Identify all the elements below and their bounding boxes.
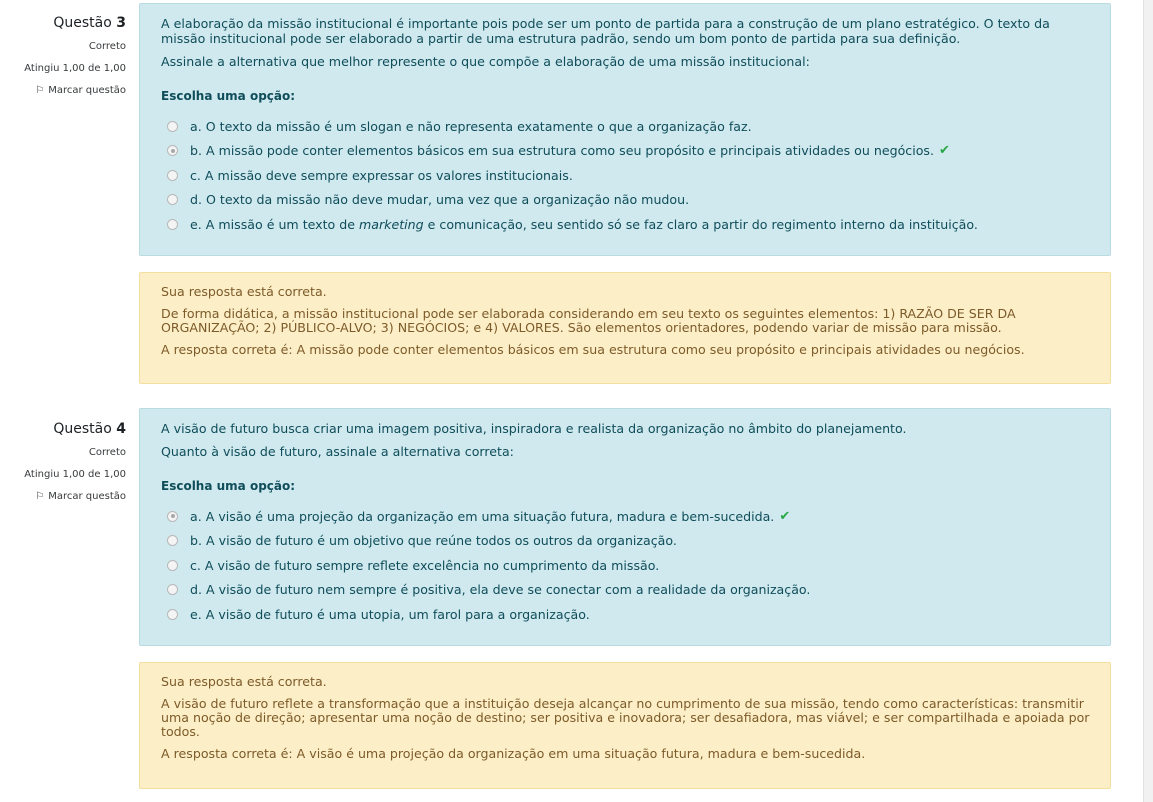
feedback-status: Sua resposta está correta.	[161, 674, 327, 689]
answer-prompt: Escolha uma opção:	[161, 89, 296, 103]
question-state: Correto	[88, 447, 126, 458]
answer-option-d[interactable]: d. O texto da missão não deve mudar, uma vez que a organização não mudou.	[161, 188, 1090, 213]
radio-button[interactable]	[167, 219, 178, 230]
answer-option-c[interactable]: c. A missão deve sempre expressar os valores institucionais.	[161, 163, 1090, 188]
flag-question-link[interactable]: ⚐ Marcar questão	[35, 85, 126, 96]
feedback-box	[139, 272, 1111, 384]
answer-option-a[interactable]: a. A visão é uma projeção da organização em uma situação futura, madura e bem-sucedida. ✔	[161, 504, 1090, 529]
radio-button-selected[interactable]	[167, 145, 178, 156]
answer-option-b[interactable]: b. A missão pode conter elementos básicos em sua estrutura como seu propósito e principais atividades ou negócios. ✔	[161, 139, 1090, 164]
question-text: A visão de futuro busca criar uma imagem positiva, inspiradora e realista da organização no âmbito do planejamento.	[161, 421, 907, 436]
radio-button[interactable]	[167, 121, 178, 132]
question-formulation	[139, 408, 1111, 646]
radio-button[interactable]	[167, 170, 178, 181]
question-info	[0, 0, 126, 98]
question-formulation	[139, 3, 1111, 256]
radio-button[interactable]	[167, 194, 178, 205]
vertical-scrollbar[interactable]	[1143, 0, 1153, 802]
answer-option-d[interactable]: d. A visão de futuro nem sempre é positiva, ela deve se conectar com a realidade da organização.	[161, 578, 1090, 603]
answer-option-b[interactable]: b. A visão de futuro é um objetivo que reúne todos os outros da organização.	[161, 529, 1090, 554]
answer-option-e[interactable]: e. A visão de futuro é uma utopia, um farol para a organização.	[161, 602, 1090, 627]
radio-button[interactable]	[167, 584, 178, 595]
flag-outline-icon: ⚐	[35, 491, 45, 502]
question-text: Quanto à visão de futuro, assinale a alternativa correta:	[161, 444, 514, 459]
feedback-explanation: De forma didática, a missão institucional pode ser elaborada considerando em seu texto os seguintes elementos: 1) RAZÃO DE SER DA ORGANIZAÇÃO; 2) PÚBLICO-ALVO; 3) NEGÓCIOS; e 4) VALORES. São elementos orientadores, podendo variar de missão para missão.	[161, 306, 1016, 335]
feedback-box	[139, 662, 1111, 789]
radio-button[interactable]	[167, 609, 178, 620]
flag-outline-icon: ⚐	[35, 85, 45, 96]
question-grade: Atingiu 1,00 de 1,00	[24, 469, 126, 480]
answer-option-c[interactable]: c. A visão de futuro sempre reflete excelência no cumprimento da missão.	[161, 553, 1090, 578]
question-text: A elaboração da missão institucional é importante pois pode ser um ponto de partida para a construção de um plano estratégico. O texto da missão institucional pode ser elaborado a partir de uma estrutura padrão, sendo um bom ponto de partida para sua definição.	[161, 16, 1050, 46]
feedback-correct-answer: A resposta correta é: A missão pode conter elementos básicos em sua estrutura como seu propósito e principais atividades ou negócios.	[161, 342, 1025, 357]
answer-prompt: Escolha uma opção:	[161, 479, 296, 493]
answer-option-e[interactable]: e. A missão é um texto de marketing e comunicação, seu sentido só se faz claro a partir do regimento interno da instituição.	[161, 212, 1090, 237]
radio-button[interactable]	[167, 560, 178, 571]
question-grade: Atingiu 1,00 de 1,00	[24, 63, 126, 74]
feedback-status: Sua resposta está correta.	[161, 284, 327, 299]
answer-option-a[interactable]: a. O texto da missão é um slogan e não representa exatamente o que a organização faz.	[161, 114, 1090, 139]
question-info	[0, 406, 126, 504]
flag-question-link[interactable]: ⚐ Marcar questão	[35, 491, 126, 502]
question-text: Assinale a alternativa que melhor represente o que compõe a elaboração de uma missão institucional:	[161, 54, 810, 69]
radio-button[interactable]	[167, 535, 178, 546]
question-number: Questão 3	[53, 15, 126, 31]
question-state: Correto	[88, 41, 126, 52]
question-number: Questão 4	[53, 421, 126, 437]
check-icon: ✔	[779, 508, 791, 524]
feedback-correct-answer: A resposta correta é: A visão é uma projeção da organização em uma situação futura, madura e bem-sucedida.	[161, 746, 866, 761]
check-icon: ✔	[938, 143, 950, 159]
feedback-explanation: A visão de futuro reflete a transformação que a instituição deseja alcançar no cumprimento de sua missão, tendo como características: transmitir uma noção de direção; apresentar uma noção de destino; ser positiva e inovadora; ser desafiadora, mas viável; e ser compartilhada e apoiada por todos.	[161, 696, 1090, 739]
radio-button-selected[interactable]	[167, 511, 178, 522]
